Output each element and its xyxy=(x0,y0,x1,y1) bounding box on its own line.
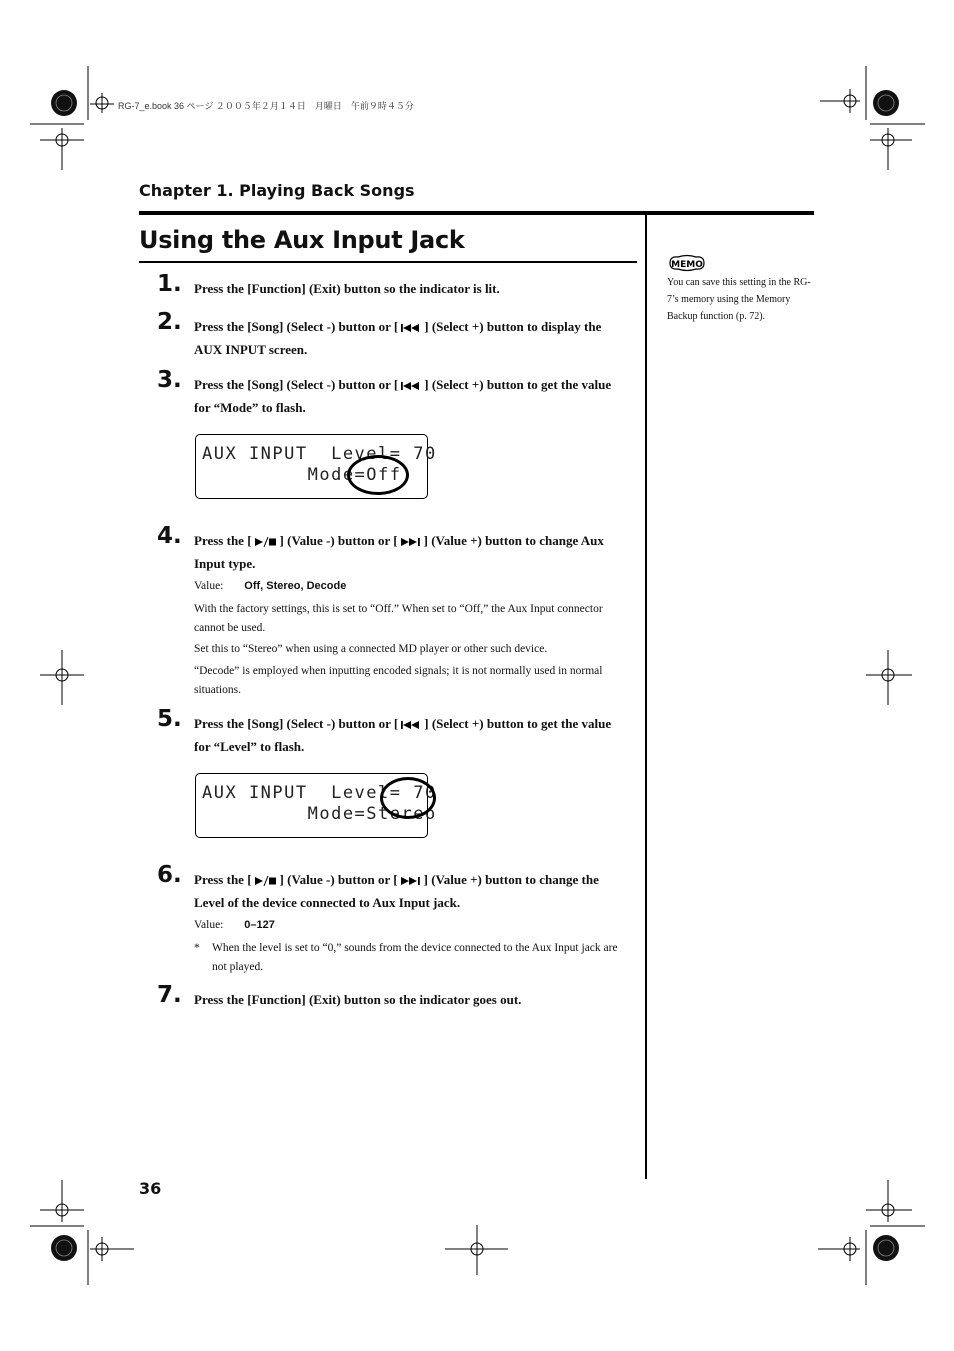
step-text: Press the [ ] (Value -) button or [ ] (Value +) button to change the Level of the device connected to Aux Input jack. xyxy=(194,872,599,910)
value-line: Value: Off, Stereo, Decode xyxy=(194,580,347,592)
note-mark: * xyxy=(194,942,200,954)
lcd-display xyxy=(195,434,437,499)
step-text: Press the [Song] (Select -) button or [ ] (Select +) button to get the value for “Level” to flash. xyxy=(194,716,612,754)
paragraph: Set this to “Stereo” when using a connected MD player or other such device. xyxy=(194,643,548,655)
paragraph: With the factory settings, this is set to “Off.” When set to “Off,” the Aux Input connector cannot be used. xyxy=(194,603,603,634)
step-number: 1. xyxy=(157,271,182,297)
step-text: Press the [Function] (Exit) button so the indicator is lit. xyxy=(194,281,500,296)
step-number: 4. xyxy=(157,523,182,549)
page-number: 36 xyxy=(139,1179,162,1198)
lcd-line-1: AUX INPUT Level= 70 xyxy=(202,783,437,803)
column-divider xyxy=(645,215,647,1179)
memo-badge-text: MEMO xyxy=(671,260,703,270)
lcd-line-2: Mode=Stereo xyxy=(202,804,437,824)
memo-icon xyxy=(668,254,706,272)
lcd-line-1: AUX INPUT Level= 70 xyxy=(202,444,437,464)
memo-text: You can save this setting in the RG-7’s memory using the Memory Backup function (p. 72). xyxy=(667,277,811,322)
lcd-line-2: Mode=Off xyxy=(202,465,402,485)
value-line: Value: 0–127 xyxy=(194,919,275,931)
highlight-circle xyxy=(347,455,409,495)
play-stop-icon xyxy=(254,537,278,547)
step-text: Press the [ ] (Value -) button or [ ] (Value +) button to change Aux Input type. xyxy=(194,533,604,571)
step-number: 5. xyxy=(157,706,182,732)
step-number: 7. xyxy=(157,982,182,1008)
next-track-icon xyxy=(400,876,422,886)
step-text: Press the [Song] (Select -) button or [ ] (Select +) button to display the AUX INPUT screen. xyxy=(194,319,602,357)
print-header: RG-7_e.book 36 ページ ２００５年２月１４日 月曜日 午前９時４５分 xyxy=(118,101,414,111)
step-text: Press the [Function] (Exit) button so the indicator goes out. xyxy=(194,992,522,1007)
prev-track-icon xyxy=(400,323,422,333)
prev-track-icon xyxy=(400,381,422,391)
top-rule xyxy=(139,211,814,215)
step-number: 3. xyxy=(157,367,182,393)
title-rule xyxy=(139,261,637,263)
note xyxy=(194,939,634,976)
prev-track-icon xyxy=(400,720,422,730)
step-number: 2. xyxy=(157,309,182,335)
lcd-display xyxy=(195,773,437,838)
step-text: Press the [Song] (Select -) button or [ ] (Select +) button to get the value for “Mode” to flash. xyxy=(194,377,612,415)
paragraph: “Decode” is employed when inputting encoded signals; it is not normally used in normal situations. xyxy=(194,665,603,696)
play-stop-icon xyxy=(254,876,278,886)
section-title: Using the Aux Input Jack xyxy=(139,226,465,254)
highlight-circle xyxy=(380,777,436,819)
note-text: When the level is set to “0,” sounds from the device connected to the Aux Input jack are not played. xyxy=(212,942,618,973)
chapter-heading: Chapter 1. Playing Back Songs xyxy=(139,181,415,200)
next-track-icon xyxy=(400,537,422,547)
step-number: 6. xyxy=(157,862,182,888)
